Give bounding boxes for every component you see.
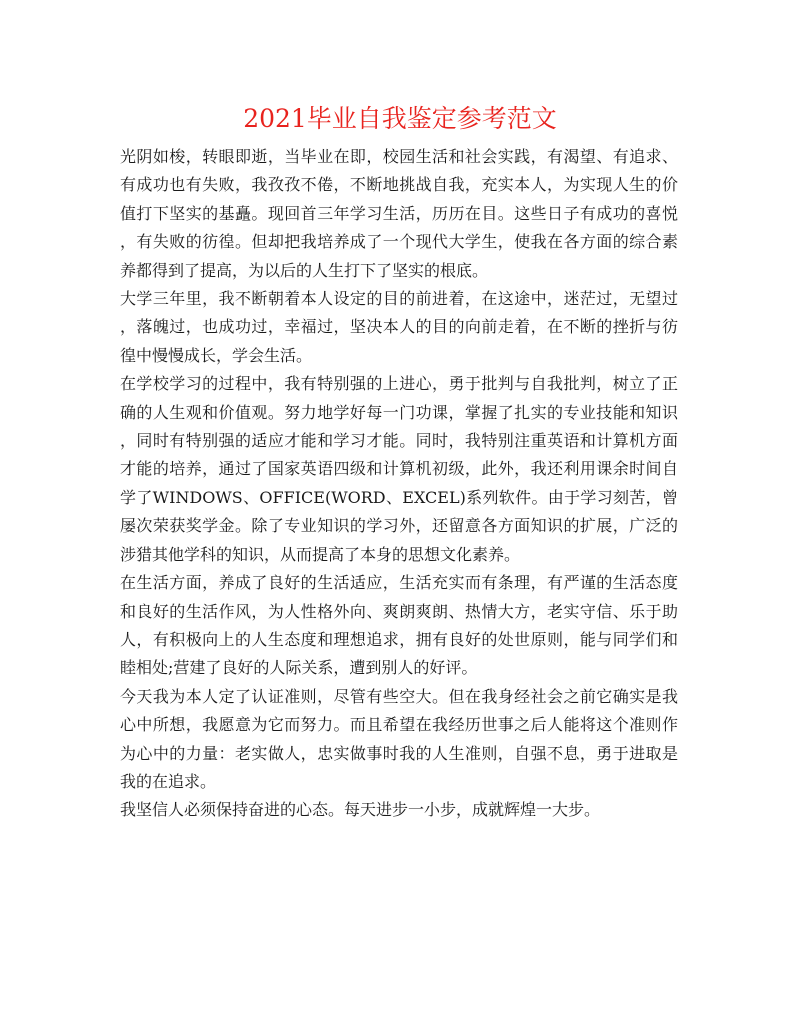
paragraph-6: 我坚信人必须保持奋进的心态。每天进步一小步，成就辉煌一大步。 <box>120 800 601 820</box>
paragraph-3: 在学校学习的过程中，我有特别强的上进心，勇于批判与自我批判，树立了正确的人生观和价值观。努力地学好每一门功课，掌握了扎实的专业技能和知识，同时有特别强的适应才能和学习才能。同时，我特别注重英语和计算机方面才能的培养，通过了国家英语四级和计算机初级，此外，我还利用课余时间自学了WINDOWS、OFFICE(WORD、EXCEL)系列软件。由于学习刻苦，曾屡次荣获奖学金。除了专业知识的学习外，还留意各方面知识的扩展，广泛的涉猎其他学科的知识，从而提高了本身的思想文化素养。 <box>120 374 678 564</box>
paragraph-2: 大学三年里，我不断朝着本人设定的目的前进着，在这途中，迷茫过，无望过，落魄过，也成功过，幸福过，坚决本人的目的向前走着，在不断的挫折与彷徨中慢慢成长，学会生活。 <box>120 289 678 365</box>
paragraph-4: 在生活方面，养成了良好的生活适应，生活充实而有条理，有严谨的生活态度和良好的生活作风，为人性格外向、爽朗爽朗、热情大方，老实守信、乐于助人，有积极向上的人生态度和理想追求，拥有良好的处世原则，能与同学们和睦相处;营建了良好的人际关系，遭到别人的好评。 <box>120 573 678 678</box>
paragraph-1: 光阴如梭，转眼即逝，当毕业在即，校园生活和社会实践，有渴望、有追求、有成功也有失败，我孜孜不倦，不断地挑战自我，充实本人，为实现人生的价值打下坚实的基矗。现回首三年学习生活，历历在目。这些日子有成功的喜悦，有失败的彷徨。但却把我培养成了一个现代大学生，使我在各方面的综合素养都得到了提高，为以后的人生打下了坚实的根底。 <box>120 147 678 280</box>
document-title: 2021毕业自我鉴定参考范文 <box>243 104 557 133</box>
paragraph-5: 今天我为本人定了认证准则，尽管有些空大。但在我身经社会之前它确实是我心中所想，我愿意为它而努力。而且希望在我经历世事之后人能将这个准则作为心中的力量：老实做人，忠实做事时我的人生准则，自强不息，勇于进取是我的在追求。 <box>120 686 678 791</box>
document-body <box>120 143 678 825</box>
